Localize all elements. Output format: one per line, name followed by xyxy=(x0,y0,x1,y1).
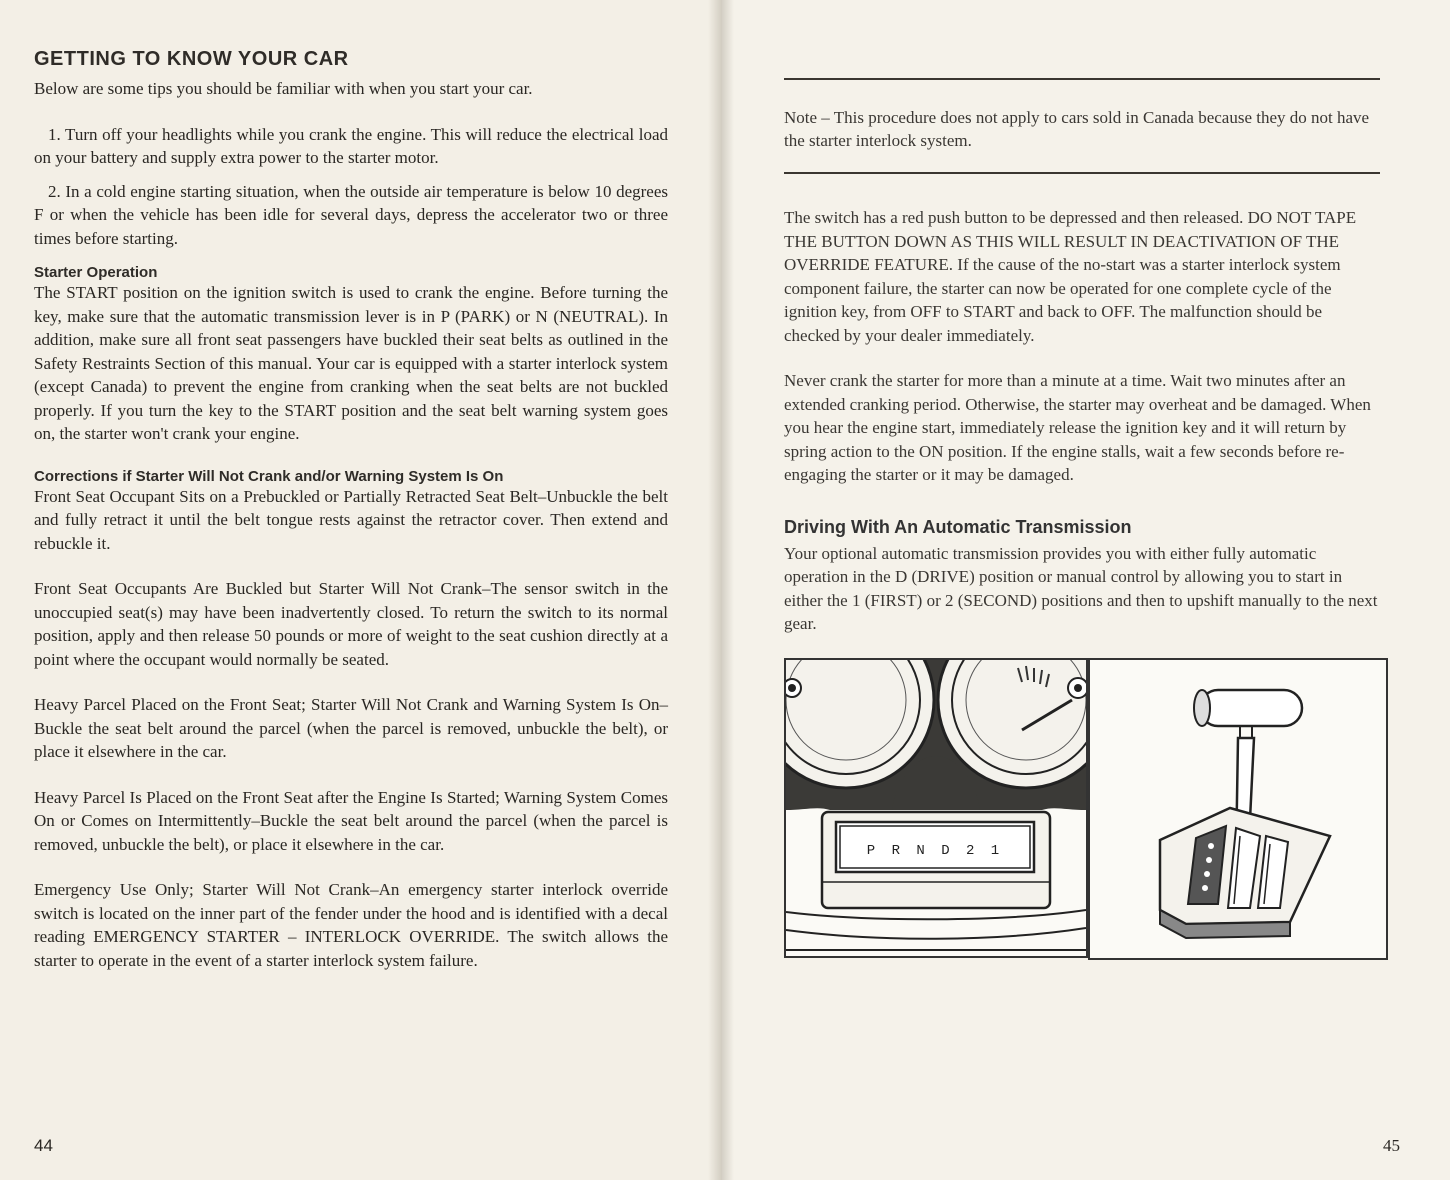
left-page xyxy=(0,0,722,1180)
gear-indicator-letters: P R N D 2 1 xyxy=(866,842,1004,859)
correction-2: Front Seat Occupants Are Buckled but Starter Will Not Crank–The sensor switch in the unoccupied seat(s) may have been inadvertently closed. To return the switch to its normal position, apply and then release 50 pounds or more of weight to the seat cushion directly at a point where the occupant would normally be seated. xyxy=(34,579,668,669)
instrument-cluster-drawing xyxy=(786,660,1086,956)
tip-1: 1. Turn off your headlights while you crank the engine. This will reduce the electrical load on your battery and supply extra power to the starter motor. xyxy=(34,124,668,167)
gear-lever-drawing xyxy=(1090,660,1386,958)
corrections-heading: Corrections if Starter Will Not Crank and/or Warning System Is On xyxy=(34,467,504,485)
right-page xyxy=(722,0,1450,1180)
page-number-right: 45 xyxy=(1383,1136,1400,1155)
automatic-transmission-text: Your optional automatic transmission provides you with either fully automatic operation in the D (DRIVE) position or manual control by allowing you to start in either the 1 (FIRST) or 2 (SECOND) positions and then to upshift manually to the next gear. xyxy=(784,543,1378,633)
tip-2: 2. In a cold engine starting situation, when the outside air temperature is below 10 degrees F or when the vehicle has been idle for several days, depress the accelerator two or three times before starting. xyxy=(34,181,668,248)
canada-note: Note – This procedure does not apply to cars sold in Canada because they do not have the starter interlock system. xyxy=(784,108,1370,150)
correction-3: Heavy Parcel Placed on the Front Seat; Starter Will Not Crank and Warning System Is On–Buckle the seat belt around the parcel (when the parcel is removed, unbuckle the belt), or place it elsewhere in the car. xyxy=(34,695,668,761)
correction-5: Emergency Use Only; Starter Will Not Crank–An emergency starter interlock override switch is located on the inner part of the fender under the hood and is identified with a decal reading EMERGENCY STARTER – INTERLOCK OVERRIDE. The switch allows the starter to operate in the event of a starter interlock system failure. xyxy=(34,880,668,970)
page-number-left: 44 xyxy=(34,1136,53,1155)
starter-operation-text: The START position on the ignition switch is used to crank the engine. Before turning the key, make sure that the automatic transmission lever is in P (PARK) or N (NEUTRAL). In addition, make sure all front seat passengers have buckled their seat belts as outlined in the Safety Restraints Section of this manual. Your car is equipped with a starter interlock system (except Canada) to prevent the engine from cranking when the seat belts are not buckled properly. If you turn the key to the START position and the seat belt warning system goes on, the starter won't crank your engine. xyxy=(34,283,668,443)
intro-text: Below are some tips you should be familiar with when you start your car. xyxy=(34,79,533,98)
starter-operation-heading: Starter Operation xyxy=(34,264,158,281)
cranking-text: Never crank the starter for more than a minute at a time. Wait two minutes after an extended cranking period. Otherwise, the starter may overheat and be damaged. When you hear the engine start, immediately release the ignition key and it will return by spring action to the ON position. If the engine stalls, wait a few seconds before re-engaging the starter or it may be damaged. xyxy=(784,371,1371,484)
correction-4: Heavy Parcel Is Placed on the Front Seat after the Engine Is Started; Warning System Comes On or Comes on Intermittently–Buckle the seat belt around the parcel (when the parcel is removed, unbuckle the belt), or place it elsewhere in the car. xyxy=(34,787,668,854)
gear-shift-lever-illustration xyxy=(1088,658,1388,960)
note-bottom-rule xyxy=(784,172,1380,174)
automatic-transmission-heading: Driving With An Automatic Transmission xyxy=(784,516,1132,537)
override-switch-text: The switch has a red push button to be depressed and then released. DO NOT TAPE THE BUTTON DOWN AS THIS WILL RESULT IN DEACTIVATION OF THE OVERRIDE FEATURE. If the cause of the no-start was a starter interlock system component failure, the starter can now be operated for one complete cycle of the ignition key, from OFF to START and back to OFF. The malfunction should be checked by your dealer immediately. xyxy=(784,208,1357,345)
correction-1: Front Seat Occupant Sits on a Prebuckled or Partially Retracted Seat Belt–Unbuckle the belt and fully retract it until the belt tongue rests against the retractor cover. Then extend and rebuckle it. xyxy=(34,486,668,553)
instrument-cluster-illustration xyxy=(784,658,1088,958)
illustrations xyxy=(784,658,1380,960)
page-title: GETTING TO KNOW YOUR CAR xyxy=(34,48,349,70)
